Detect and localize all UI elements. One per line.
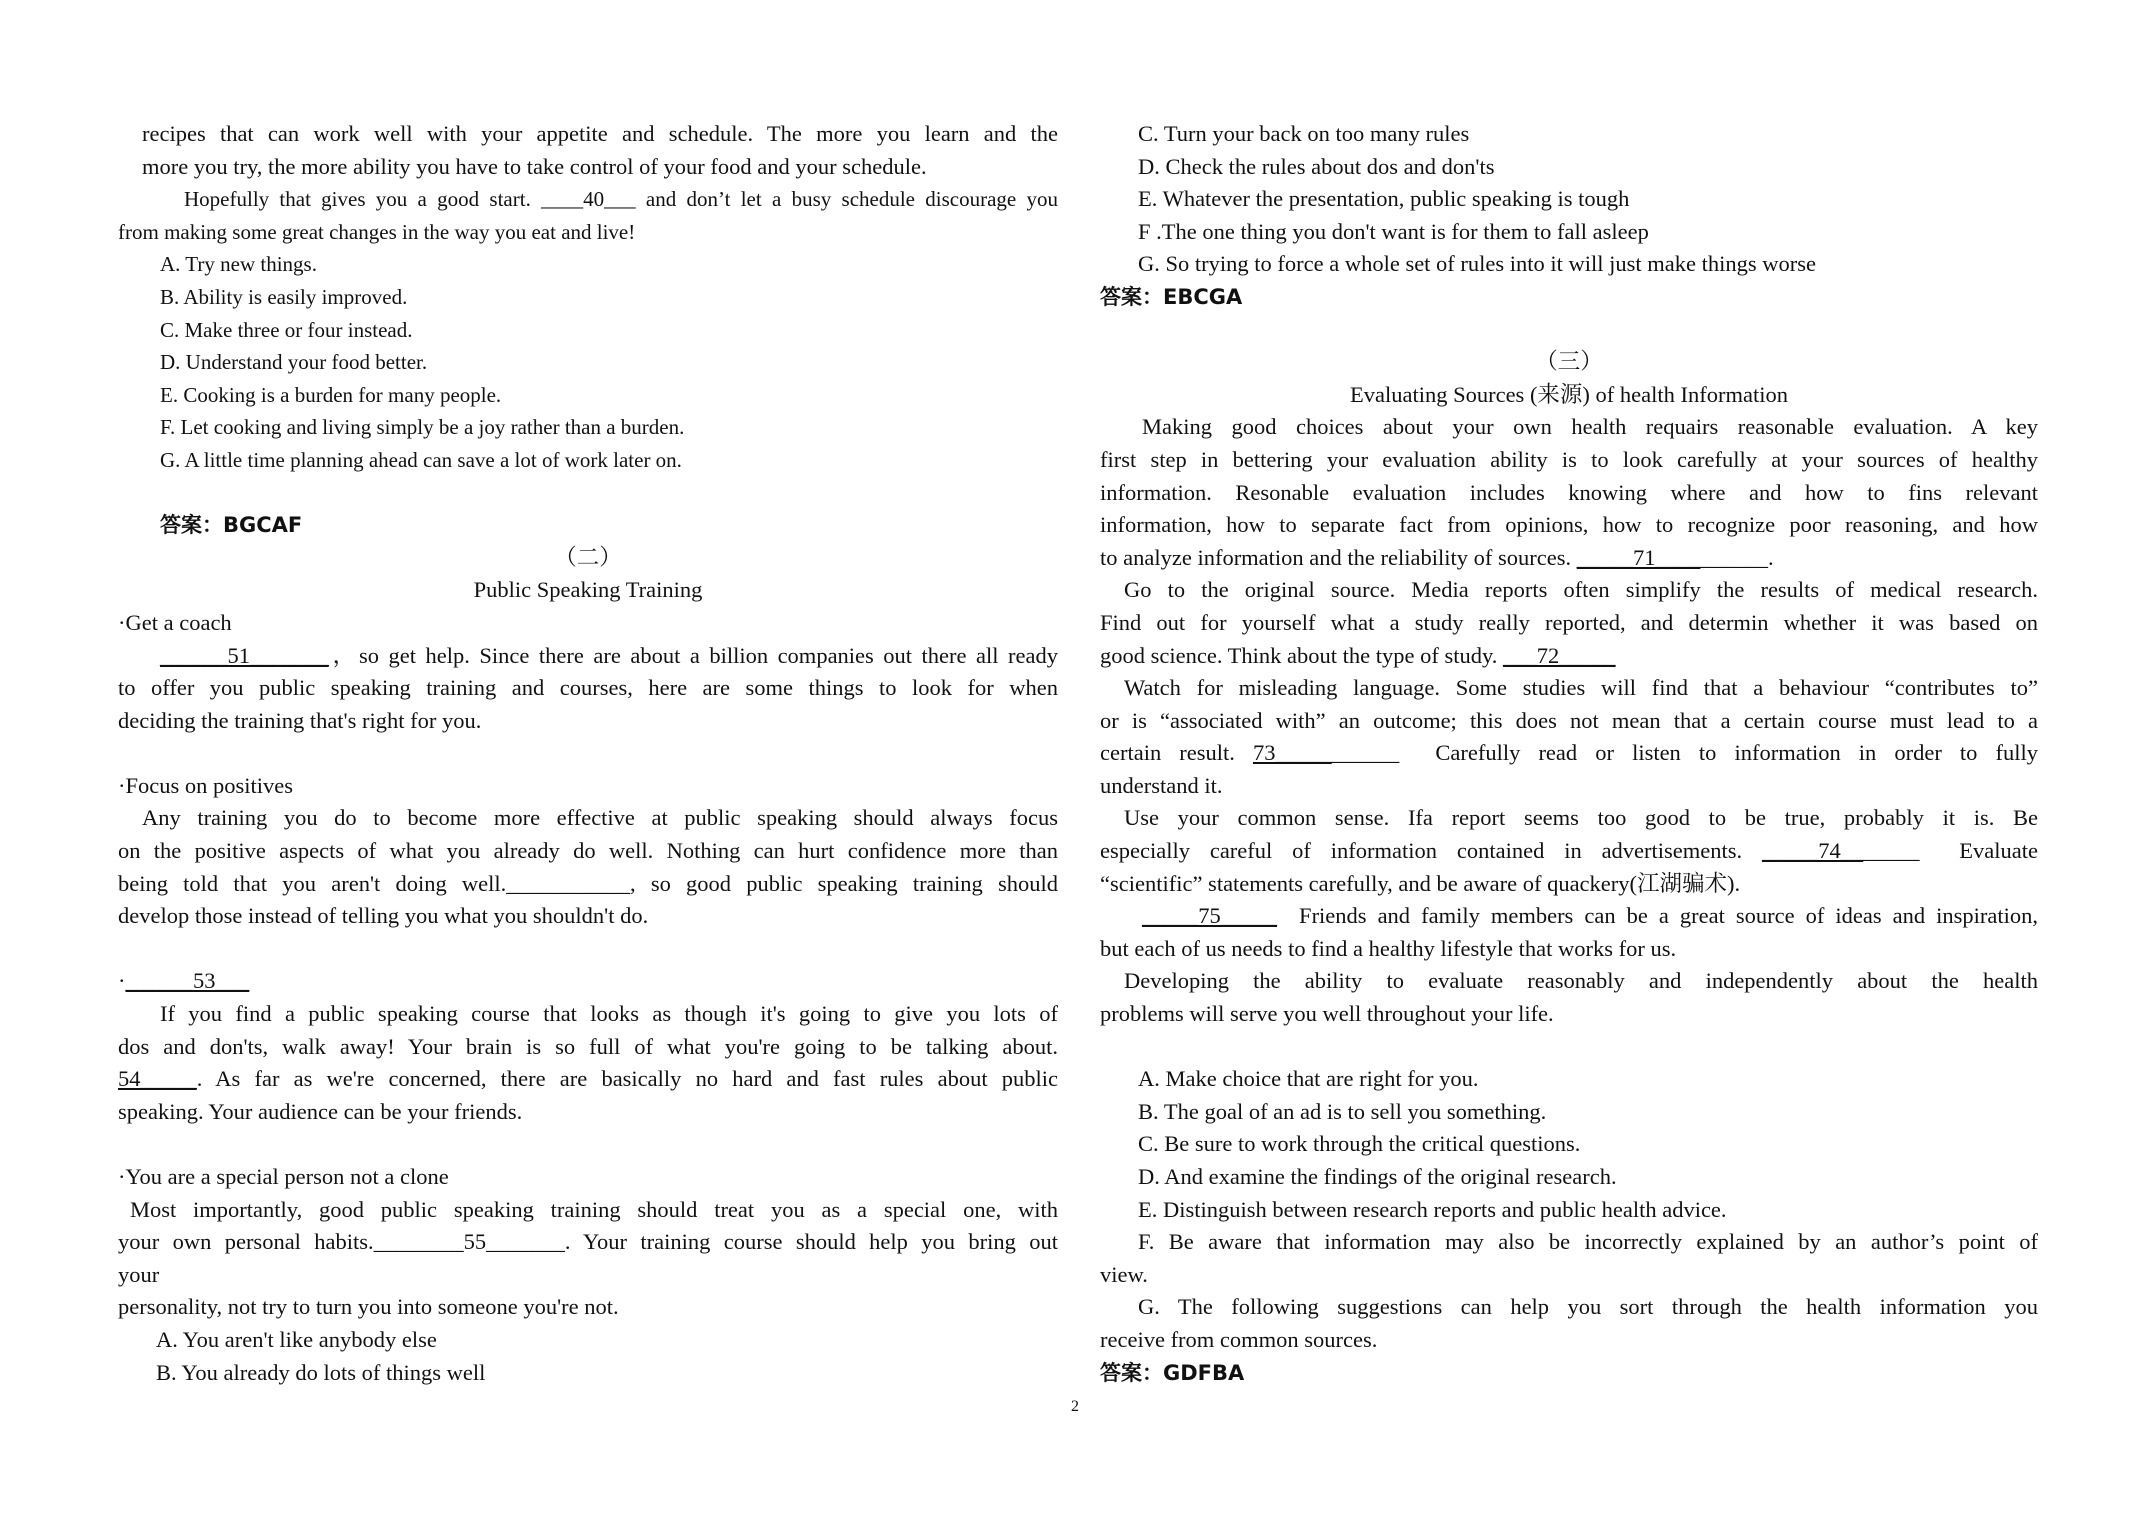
option-item: D. And examine the findings of the original research. [1138,1164,1617,1189]
option-item: G. A little time planning ahead can save a lot of work later on. [160,447,682,472]
blank-72: ___72_____ [1503,642,1616,668]
subheading: ·Focus on positives [118,772,294,798]
subheading: ·Get a coach [118,609,232,635]
text-line: but each of us needs to find a healthy lifestyle that works for us. [1100,935,1677,961]
blank-40: ____40___ [541,187,636,212]
text-line: develop those instead of telling you what you shouldn't do. [118,903,649,929]
text-line: Any training you do to become more effective at public speaking should always focus [142,805,1058,831]
text-line: Watch for misleading language. Some studies will find that a behaviour “contributes to” [1124,675,2038,701]
text-line: 54_____. As far as we're concerned, there are basically no hard and fast rules about public [118,1066,1058,1092]
text-line: understand it. [1100,772,1223,798]
text-line: dos and don'ts, walk away! Your brain is so full of what you're going to be talking about. [118,1033,1058,1059]
option-item: C. Be sure to work through the critical questions. [1138,1131,1581,1157]
section-title: Evaluating Sources (来源) of health Information [1349,381,1788,407]
option-item: F. Be aware that information may also be incorrectly explained by an author’s point of [1138,1229,2038,1255]
text-line: or is “associated with” an outcome; this does not mean that a certain course must lead to a [1100,707,2038,733]
option-item: C. Make three or four instead. [160,317,413,342]
text-line: certain result. 73___________ Carefully read or listen to information in order to fully [1100,740,2038,766]
option-item: B. The goal of an ad is to sell you something. [1138,1098,1547,1124]
text-line: “scientific” statements carefully, and be aware of quackery(江湖骗术). [1100,870,1741,896]
text-line: more you try, the more ability you have to take control of your food and your schedule. [142,153,927,179]
text-line: being told that you aren't doing well.___________, so good public speaking training should [118,870,1058,896]
option-item: A. Try new things. [160,252,317,277]
blank-71: _____71____ [1576,544,1701,570]
text-line: Use your common sense. Ifa report seems too good to be true, probably it is. Be [1124,805,2038,831]
blank-54: 54_____ [118,1066,197,1092]
text-line: ______51_______，so get help. Since there are about a billion companies out there all ready [160,642,1058,668]
text-line: Most importantly, good public speaking training should treat you as a special one, with [130,1196,1058,1222]
option-item: D. Understand your food better. [160,350,428,375]
option-item: E. Cooking is a burden for many people. [160,382,502,407]
subheading: ·You are a special person not a clone [118,1164,449,1189]
text-line: your own personal habits.________55_______. Your training course should help you bring out [118,1229,1058,1255]
left-column [118,118,1058,1389]
option-item: D. Check the rules about dos and don'ts [1138,153,1495,179]
text-line: good science. Think about the type of study. ___72_____ [1100,642,1616,668]
blank-55: ________55_______ [373,1229,565,1255]
option-item: A. Make choice that are right for you. [1138,1066,1479,1092]
text-line: to offer you public speaking training and courses, here are some things to look for when [118,675,1058,701]
text-line: Making good choices about your own health requairs reasonable evaluation. A key [1142,414,2038,440]
option-item: E. Whatever the presentation, public speaking is tough [1138,186,1630,212]
option-item: G. The following suggestions can help you sort through the health information you [1138,1294,2038,1320]
text-line: If you find a public speaking course that looks as though it's going to give you lots of [160,1001,1058,1027]
text-line: speaking. Your audience can be your friends. [118,1098,523,1124]
text-line: on the positive aspects of what you already do well. Nothing can hurt confidence more than [118,838,1058,864]
option-item: view. [1100,1261,1148,1287]
option-item: F .The one thing you don't want is for them to fall asleep [1138,218,1649,244]
blank-52: ___________ [506,870,631,896]
text-line: Go to the original source. Media reports often simplify the results of medical research. [1124,577,2038,603]
answer-key: 答案：GDFBA [1100,1360,1245,1385]
option-item: G. So trying to force a whole set of rules into it will just make things worse [1138,251,1817,277]
blank-75: _____75_____ [1142,903,1277,929]
text-line: personality, not try to turn you into someone you're not. [118,1294,619,1320]
option-item: B. Ability is easily improved. [160,284,408,309]
section-number: （三） [1535,349,1603,375]
text-line: information. Resonable evaluation includes knowing where and how to fins relevant [1100,479,2038,505]
option-item: receive from common sources. [1100,1326,1378,1352]
option-item: E. Distinguish between research reports and public health advice. [1138,1196,1727,1222]
answer-key: 答案：BGCAF [160,513,303,538]
text-line: recipes that can work well with your appetite and schedule. The more you learn and the [142,121,1058,146]
option-item: C. Turn your back on too many rules [1138,121,1470,146]
subheading: ·______53___ [118,968,250,994]
blank-74: _____74__ [1762,838,1864,864]
text-line: deciding the training that's right for you. [118,707,482,733]
text-line: first step in bettering your evaluation ability is to look carefully at your sources of healthy [1100,446,2038,472]
option-item: A. You aren't like anybody else [156,1326,437,1352]
option-item: B. You already do lots of things well [156,1359,486,1385]
section-number: （二） [554,544,622,570]
blank-73: 73_____ [1252,740,1332,766]
section-title: Public Speaking Training [473,577,703,603]
text-line: to analyze information and the reliability of sources. _____71__________. [1100,544,1774,570]
text-line: Developing the ability to evaluate reasonably and independently about the health [1124,968,2038,994]
text-line: _____75_____ Friends and family members can be a great source of ideas and inspiration, [1142,903,2038,929]
text-line: your [118,1261,160,1287]
right-column [1100,118,2038,1389]
page-number: 2 [1071,1398,1079,1415]
answer-key: 答案：EBCGA [1100,284,1243,309]
text-line: Hopefully that gives you a good start. ____40___ and don’t let a busy schedule discourage you [184,187,1059,212]
text-line: Find out for yourself what a study really reported, and determin whether it was based on [1100,609,2038,635]
text-line: especially careful of information contained in advertisements. _____74_______ Evaluate [1100,838,2038,864]
blank-51: ______51_______ [160,642,329,668]
option-item: F. Let cooking and living simply be a joy rather than a burden. [160,415,685,440]
text-line: problems will serve you well throughout your life. [1100,1001,1554,1027]
text-line: from making some great changes in the way you eat and live! [118,219,636,244]
text-line: information, how to separate fact from opinions, how to recognize poor reasoning, and how [1100,512,2038,538]
blank-53: ______53___ [125,968,250,994]
